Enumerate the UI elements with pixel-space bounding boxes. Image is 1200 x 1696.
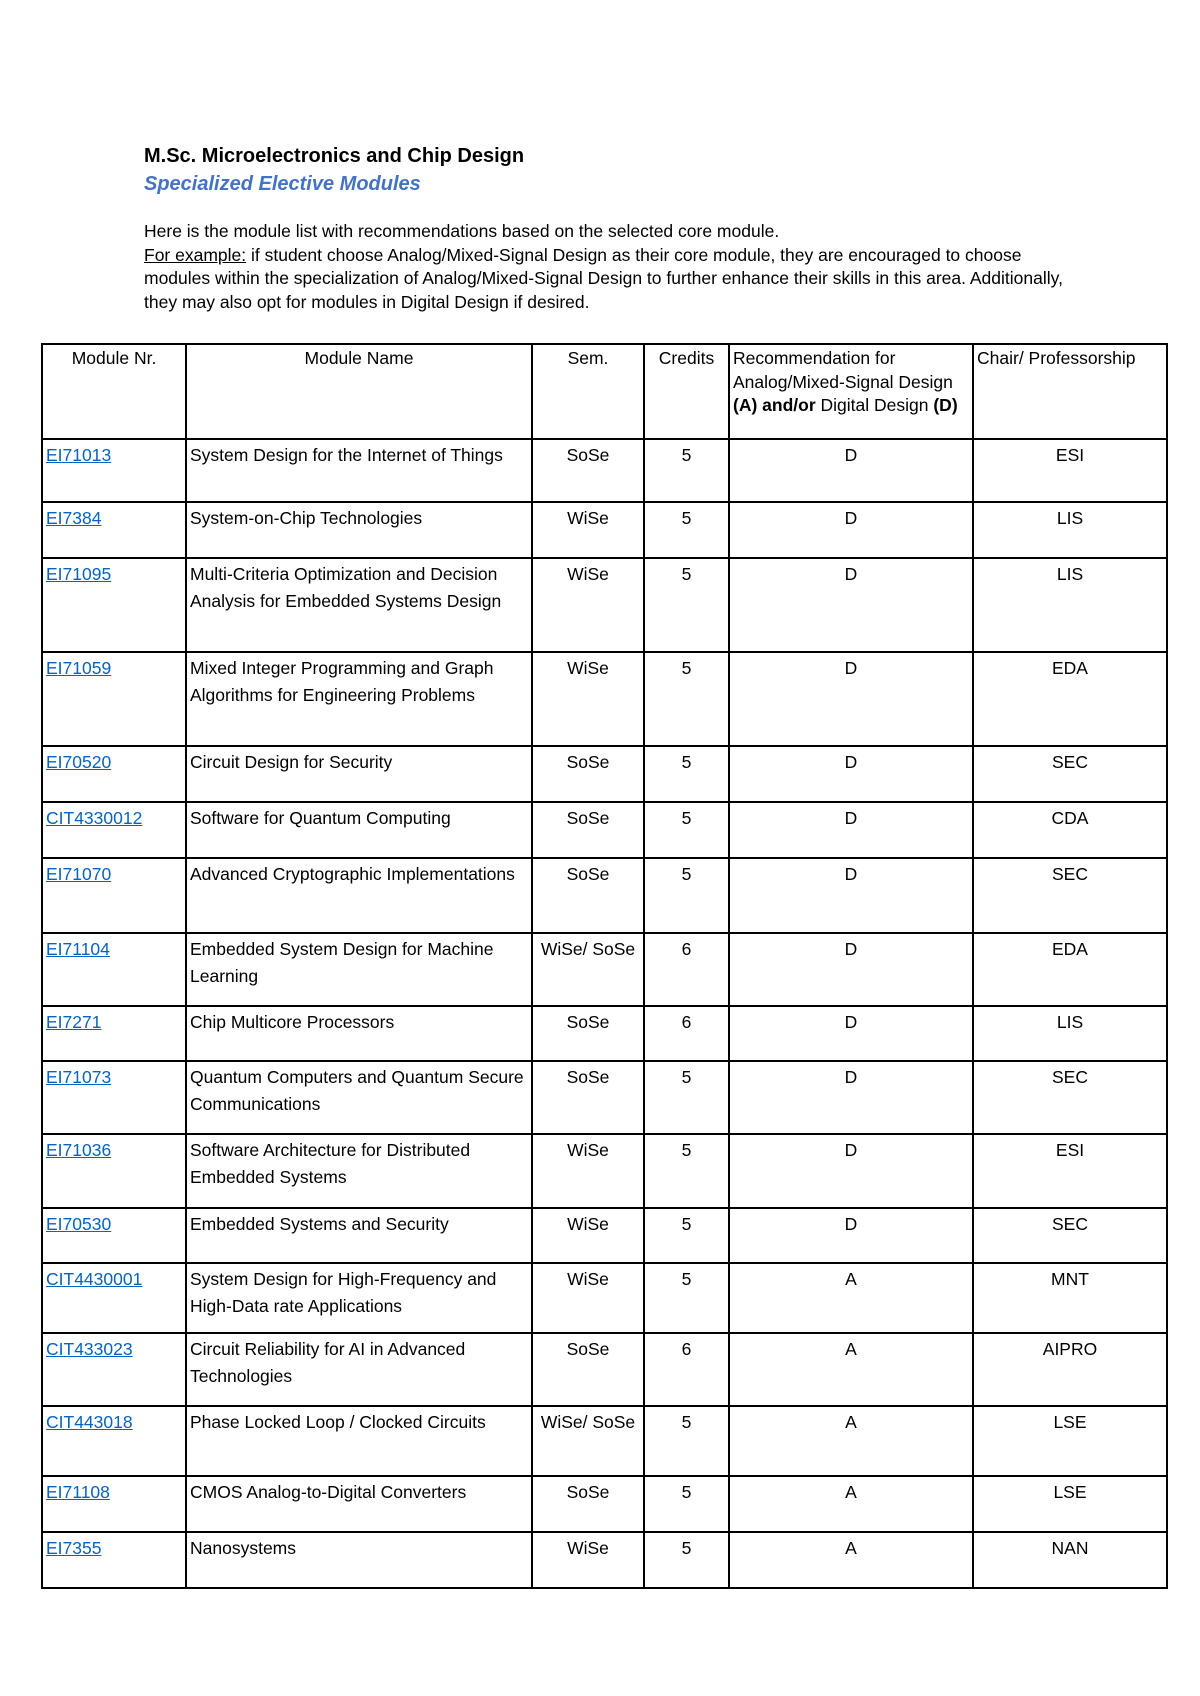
module-name-cell: System-on-Chip Technologies	[186, 502, 532, 558]
module-code-link[interactable]: EI71059	[46, 658, 112, 678]
header-recommendation-a: (A) and/or	[733, 395, 816, 415]
table-row	[42, 1061, 1167, 1134]
module-name-cell: Multi-Criteria Optimization and Decision Analysis for Embedded Systems Design	[186, 558, 532, 652]
document-header	[144, 142, 1084, 314]
module-name-cell: Embedded System Design for Machine Learning	[186, 933, 532, 1006]
credits-cell: 5	[644, 1532, 729, 1588]
credits-cell: 6	[644, 1333, 729, 1406]
recommendation-cell: A	[729, 1532, 973, 1588]
module-code-link[interactable]: EI71013	[46, 445, 112, 465]
recommendation-cell: D	[729, 1134, 973, 1208]
semester-cell: WiSe/ SoSe	[532, 933, 644, 1006]
module-nr-cell	[42, 1406, 186, 1476]
module-table	[41, 343, 1168, 1589]
header-recommendation-digital: Digital Design	[815, 395, 934, 415]
header-module-nr: Module Nr.	[42, 344, 186, 439]
recommendation-cell: D	[729, 439, 973, 502]
document-title: M.Sc. Microelectronics and Chip Design	[144, 145, 525, 167]
table-row	[42, 1208, 1167, 1263]
intro-line: Here is the module list with recommendations based on the selected core module.	[144, 221, 780, 241]
header-credits: Credits	[644, 344, 729, 439]
credits-cell: 5	[644, 1134, 729, 1208]
semester-cell: SoSe	[532, 1476, 644, 1532]
module-name-cell: Circuit Design for Security	[186, 746, 532, 802]
module-name-cell: Embedded Systems and Security	[186, 1208, 532, 1263]
semester-cell: SoSe	[532, 802, 644, 858]
table-row	[42, 558, 1167, 652]
semester-cell: WiSe	[532, 1263, 644, 1333]
semester-cell: WiSe	[532, 652, 644, 746]
semester-cell: SoSe	[532, 439, 644, 502]
semester-cell: SoSe	[532, 1333, 644, 1406]
module-code-link[interactable]: EI71108	[46, 1482, 110, 1502]
header-recommendation	[729, 344, 973, 439]
module-code-link[interactable]: EI71095	[46, 564, 112, 584]
table-row	[42, 1263, 1167, 1333]
semester-cell: WiSe	[532, 1134, 644, 1208]
recommendation-cell: D	[729, 502, 973, 558]
semester-cell: WiSe	[532, 558, 644, 652]
module-nr-cell	[42, 1006, 186, 1061]
table-row	[42, 858, 1167, 933]
chair-cell: ESI	[973, 439, 1167, 502]
module-name-cell: Quantum Computers and Quantum Secure Communications	[186, 1061, 532, 1134]
module-nr-cell	[42, 746, 186, 802]
module-code-link[interactable]: CIT4330012	[46, 808, 143, 828]
module-nr-cell	[42, 502, 186, 558]
chair-cell: AIPRO	[973, 1333, 1167, 1406]
credits-cell: 5	[644, 1061, 729, 1134]
module-name-cell: CMOS Analog-to-Digital Converters	[186, 1476, 532, 1532]
table-row	[42, 1406, 1167, 1476]
module-nr-cell	[42, 933, 186, 1006]
credits-cell: 5	[644, 439, 729, 502]
module-nr-cell	[42, 802, 186, 858]
module-code-link[interactable]: EI70530	[46, 1214, 112, 1234]
module-nr-cell	[42, 1208, 186, 1263]
credits-cell: 5	[644, 1263, 729, 1333]
module-code-link[interactable]: EI7384	[46, 508, 102, 528]
intro-text	[144, 220, 1084, 314]
module-nr-cell	[42, 652, 186, 746]
header-chair: Chair/ Professorship	[973, 344, 1167, 439]
module-name-cell: Nanosystems	[186, 1532, 532, 1588]
credits-cell: 5	[644, 1406, 729, 1476]
module-code-link[interactable]: CIT4430001	[46, 1269, 143, 1289]
module-name-cell: System Design for the Internet of Things	[186, 439, 532, 502]
chair-cell: LIS	[973, 558, 1167, 652]
semester-cell: WiSe/ SoSe	[532, 1406, 644, 1476]
table-header-row	[42, 344, 1167, 439]
chair-cell: SEC	[973, 858, 1167, 933]
module-nr-cell	[42, 1134, 186, 1208]
chair-cell: LSE	[973, 1476, 1167, 1532]
recommendation-cell: A	[729, 1333, 973, 1406]
table-row	[42, 933, 1167, 1006]
table-row	[42, 439, 1167, 502]
semester-cell: SoSe	[532, 1006, 644, 1061]
module-code-link[interactable]: EI71070	[46, 864, 112, 884]
table-row	[42, 652, 1167, 746]
module-nr-cell	[42, 1532, 186, 1588]
chair-cell: LSE	[973, 1406, 1167, 1476]
recommendation-cell: D	[729, 802, 973, 858]
module-nr-cell	[42, 858, 186, 933]
credits-cell: 5	[644, 652, 729, 746]
chair-cell: CDA	[973, 802, 1167, 858]
recommendation-cell: A	[729, 1263, 973, 1333]
table-row	[42, 1532, 1167, 1588]
chair-cell: SEC	[973, 1061, 1167, 1134]
header-module-name: Module Name	[186, 344, 532, 439]
module-name-cell: Circuit Reliability for AI in Advanced Technologies	[186, 1333, 532, 1406]
table-row	[42, 746, 1167, 802]
semester-cell: WiSe	[532, 1208, 644, 1263]
chair-cell: EDA	[973, 652, 1167, 746]
credits-cell: 5	[644, 502, 729, 558]
credits-cell: 6	[644, 1006, 729, 1061]
semester-cell: SoSe	[532, 1061, 644, 1134]
module-nr-cell	[42, 1333, 186, 1406]
recommendation-cell: A	[729, 1406, 973, 1476]
module-code-link[interactable]: EI70520	[46, 752, 112, 772]
credits-cell: 6	[644, 933, 729, 1006]
recommendation-cell: D	[729, 558, 973, 652]
table-row	[42, 1006, 1167, 1061]
recommendation-cell: D	[729, 933, 973, 1006]
chair-cell: SEC	[973, 746, 1167, 802]
chair-cell: EDA	[973, 933, 1167, 1006]
module-table-body	[42, 439, 1167, 1588]
module-code-link[interactable]: EI71104	[46, 939, 110, 959]
semester-cell: WiSe	[532, 502, 644, 558]
table-row	[42, 1476, 1167, 1532]
module-nr-cell	[42, 439, 186, 502]
credits-cell: 5	[644, 802, 729, 858]
chair-cell: LIS	[973, 502, 1167, 558]
credits-cell: 5	[644, 1476, 729, 1532]
semester-cell: SoSe	[532, 858, 644, 933]
chair-cell: SEC	[973, 1208, 1167, 1263]
example-text: if student choose Analog/Mixed-Signal Design as their core module, they are encouraged to choose modules within the specialization of Analog/Mixed-Signal Design to further enhance their skills in this area. Additionally, they may also opt for modules in Digital Design if desired.	[144, 244, 1063, 312]
recommendation-cell: D	[729, 746, 973, 802]
semester-cell: SoSe	[532, 746, 644, 802]
header-sem: Sem.	[532, 344, 644, 439]
header-recommendation-d: D	[939, 395, 952, 415]
module-name-cell: Chip Multicore Processors	[186, 1006, 532, 1061]
module-name-cell: Advanced Cryptographic Implementations	[186, 858, 532, 933]
module-code-link[interactable]: EI7355	[46, 1538, 102, 1558]
header-recommendation-text: Recommendation for Analog/Mixed-Signal Design	[733, 348, 953, 392]
document-subtitle: Specialized Elective Modules	[144, 173, 421, 195]
module-code-link[interactable]: CIT433023	[46, 1339, 133, 1359]
chair-cell: NAN	[973, 1532, 1167, 1588]
recommendation-cell: D	[729, 1006, 973, 1061]
recommendation-cell: D	[729, 858, 973, 933]
credits-cell: 5	[644, 1208, 729, 1263]
module-name-cell: System Design for High-Frequency and High-Data rate Applications	[186, 1263, 532, 1333]
module-code-link[interactable]: CIT443018	[46, 1412, 133, 1432]
recommendation-cell: D	[729, 1208, 973, 1263]
chair-cell: ESI	[973, 1134, 1167, 1208]
example-paragraph	[144, 244, 1084, 315]
recommendation-cell: D	[729, 1061, 973, 1134]
example-label: For example:	[144, 244, 247, 265]
credits-cell: 5	[644, 558, 729, 652]
module-code-link[interactable]: EI71036	[46, 1140, 112, 1160]
module-nr-cell	[42, 1263, 186, 1333]
header-recommendation-d-open: (	[933, 395, 940, 415]
module-nr-cell	[42, 1476, 186, 1532]
recommendation-cell: A	[729, 1476, 973, 1532]
module-name-cell: Software Architecture for Distributed Embedded Systems	[186, 1134, 532, 1208]
credits-cell: 5	[644, 858, 729, 933]
header-recommendation-d-close: )	[951, 395, 958, 415]
table-row	[42, 1134, 1167, 1208]
module-nr-cell	[42, 558, 186, 652]
chair-cell: LIS	[973, 1006, 1167, 1061]
credits-cell: 5	[644, 746, 729, 802]
table-row	[42, 802, 1167, 858]
chair-cell: MNT	[973, 1263, 1167, 1333]
recommendation-cell: D	[729, 652, 973, 746]
module-name-cell: Mixed Integer Programming and Graph Algorithms for Engineering Problems	[186, 652, 532, 746]
module-nr-cell	[42, 1061, 186, 1134]
semester-cell: WiSe	[532, 1532, 644, 1588]
table-row	[42, 1333, 1167, 1406]
table-row	[42, 502, 1167, 558]
module-code-link[interactable]: EI7271	[46, 1012, 102, 1032]
module-name-cell: Phase Locked Loop / Clocked Circuits	[186, 1406, 532, 1476]
module-name-cell: Software for Quantum Computing	[186, 802, 532, 858]
module-code-link[interactable]: EI71073	[46, 1067, 112, 1087]
